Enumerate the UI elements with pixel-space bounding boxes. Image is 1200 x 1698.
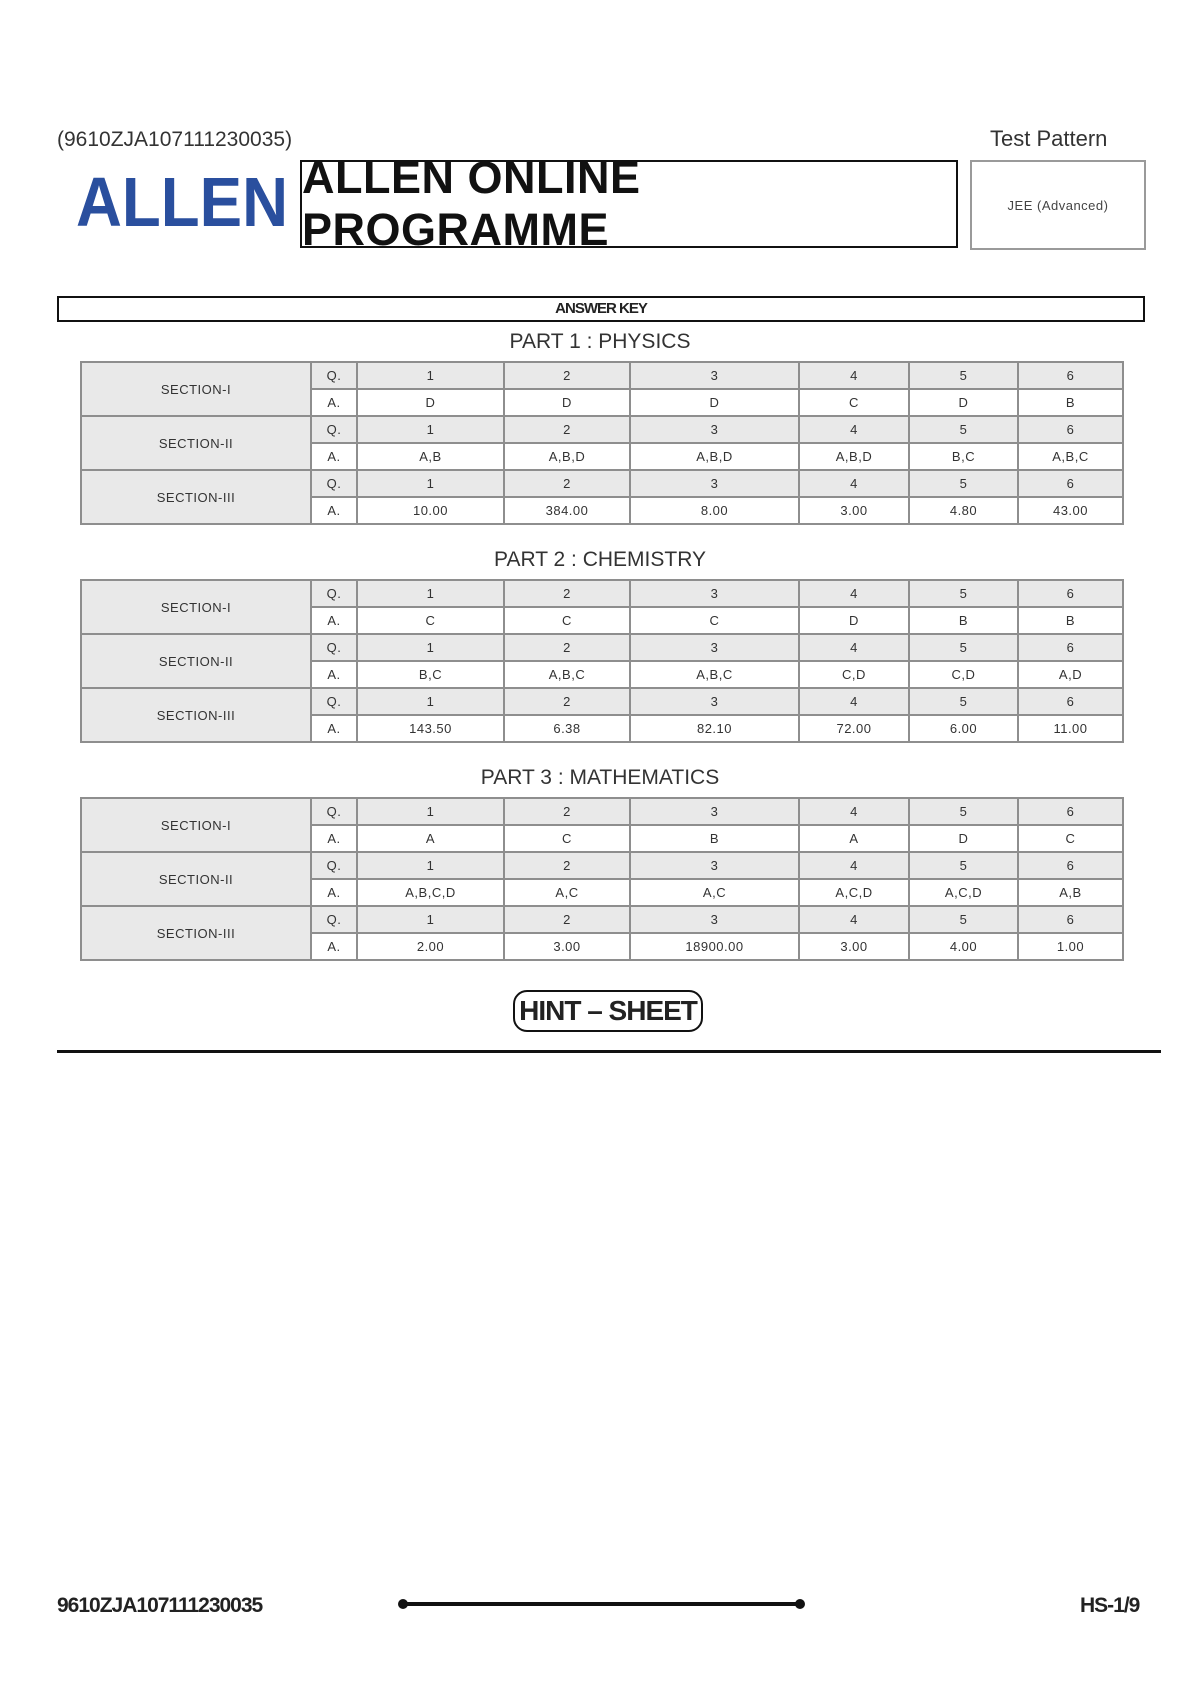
part-title-chemistry: PART 2 : CHEMISTRY (494, 548, 706, 571)
answer-label: A. (311, 443, 357, 470)
answer-table-mathematics (80, 797, 1124, 961)
question-number: 6 (1018, 798, 1123, 825)
question-label: Q. (311, 852, 357, 879)
answer-value: C (504, 825, 630, 852)
answer-value: C,D (909, 661, 1018, 688)
question-number: 6 (1018, 416, 1123, 443)
question-label: Q. (311, 688, 357, 715)
answer-value: A,B (357, 443, 504, 470)
exam-type-box: JEE (Advanced) (970, 160, 1146, 250)
answer-value: B (1018, 607, 1123, 634)
answer-value: B,C (357, 661, 504, 688)
answer-value: A,B,D (799, 443, 909, 470)
question-number: 2 (504, 416, 630, 443)
question-number: 2 (504, 634, 630, 661)
question-number: 6 (1018, 852, 1123, 879)
footer-line-dot-left (398, 1599, 408, 1609)
footer-line (400, 1602, 800, 1606)
answer-value: 3.00 (504, 933, 630, 960)
answer-value: A,B,D (504, 443, 630, 470)
answer-value: 82.10 (630, 715, 799, 742)
section-label: SECTION-II (81, 416, 311, 470)
question-number: 5 (909, 416, 1018, 443)
answer-table-chemistry (80, 579, 1124, 743)
hint-sheet-label: HINT – SHEET (513, 990, 703, 1032)
question-row (81, 416, 1123, 443)
answer-value: A,B,D (630, 443, 799, 470)
answer-value: 43.00 (1018, 497, 1123, 524)
section-label: SECTION-I (81, 798, 311, 852)
answer-value: 6.38 (504, 715, 630, 742)
answer-value: 384.00 (504, 497, 630, 524)
question-number: 4 (799, 798, 909, 825)
question-number: 3 (630, 798, 799, 825)
question-row (81, 580, 1123, 607)
answer-value: B (909, 607, 1018, 634)
answer-value: C (630, 607, 799, 634)
question-number: 3 (630, 688, 799, 715)
question-number: 5 (909, 580, 1018, 607)
answer-value: 143.50 (357, 715, 504, 742)
part-title-physics: PART 1 : PHYSICS (509, 330, 691, 353)
answer-label: A. (311, 933, 357, 960)
answer-value: C (799, 389, 909, 416)
answer-value: C (357, 607, 504, 634)
question-number: 1 (357, 852, 504, 879)
answer-label: A. (311, 389, 357, 416)
question-number: 6 (1018, 580, 1123, 607)
question-number: 2 (504, 688, 630, 715)
question-number: 5 (909, 362, 1018, 389)
question-row (81, 688, 1123, 715)
answer-label: A. (311, 497, 357, 524)
question-number: 6 (1018, 634, 1123, 661)
answer-label: A. (311, 825, 357, 852)
question-row (81, 470, 1123, 497)
question-number: 1 (357, 688, 504, 715)
question-number: 6 (1018, 362, 1123, 389)
question-number: 1 (357, 798, 504, 825)
question-number: 2 (504, 580, 630, 607)
question-number: 3 (630, 580, 799, 607)
answer-value: A,B,C (1018, 443, 1123, 470)
question-number: 2 (504, 906, 630, 933)
answer-table-physics (80, 361, 1124, 525)
answer-value: 8.00 (630, 497, 799, 524)
question-number: 4 (799, 906, 909, 933)
question-number: 1 (357, 362, 504, 389)
question-number: 5 (909, 634, 1018, 661)
section-label: SECTION-III (81, 688, 311, 742)
question-label: Q. (311, 416, 357, 443)
question-number: 3 (630, 906, 799, 933)
question-number: 5 (909, 688, 1018, 715)
question-number: 2 (504, 470, 630, 497)
answer-label: A. (311, 607, 357, 634)
answer-value: D (799, 607, 909, 634)
answer-value: 4.00 (909, 933, 1018, 960)
answer-value: B (1018, 389, 1123, 416)
question-number: 6 (1018, 906, 1123, 933)
question-number: 1 (357, 416, 504, 443)
question-number: 3 (630, 634, 799, 661)
question-label: Q. (311, 798, 357, 825)
question-number: 1 (357, 470, 504, 497)
section-label: SECTION-I (81, 580, 311, 634)
question-number: 4 (799, 580, 909, 607)
footer-line-dot-right (795, 1599, 805, 1609)
answer-key-heading: ANSWER KEY (57, 296, 1145, 322)
question-number: 3 (630, 852, 799, 879)
part-title-mathematics: PART 3 : MATHEMATICS (480, 766, 720, 789)
answer-value: D (357, 389, 504, 416)
section-label: SECTION-I (81, 362, 311, 416)
answer-value: D (630, 389, 799, 416)
answer-label: A. (311, 661, 357, 688)
section-label: SECTION-II (81, 634, 311, 688)
question-number: 1 (357, 580, 504, 607)
answer-label: A. (311, 715, 357, 742)
answer-value: C (1018, 825, 1123, 852)
question-label: Q. (311, 580, 357, 607)
answer-value: A,B,C (504, 661, 630, 688)
question-number: 4 (799, 852, 909, 879)
answer-value: D (909, 389, 1018, 416)
question-label: Q. (311, 906, 357, 933)
answer-value: D (504, 389, 630, 416)
answer-value: A,C,D (799, 879, 909, 906)
programme-title: ALLEN ONLINE PROGRAMME (300, 160, 958, 248)
question-number: 5 (909, 852, 1018, 879)
answer-value: A,B,C (630, 661, 799, 688)
logo-wordmark: ALLEN (76, 168, 288, 232)
question-number: 4 (799, 416, 909, 443)
question-row (81, 852, 1123, 879)
question-number: 1 (357, 634, 504, 661)
question-number: 5 (909, 798, 1018, 825)
footer-document-code: 9610ZJA107111230035 (57, 1594, 263, 1617)
question-number: 2 (504, 798, 630, 825)
answer-value: 4.80 (909, 497, 1018, 524)
answer-value: A,B,C,D (357, 879, 504, 906)
answer-value: 3.00 (799, 933, 909, 960)
section-label: SECTION-III (81, 470, 311, 524)
question-row (81, 906, 1123, 933)
answer-value: A,C,D (909, 879, 1018, 906)
answer-value: D (909, 825, 1018, 852)
question-number: 6 (1018, 470, 1123, 497)
question-row (81, 798, 1123, 825)
question-number: 3 (630, 416, 799, 443)
document-code: (9610ZJA107111230035) (57, 128, 293, 151)
question-number: 5 (909, 906, 1018, 933)
question-number: 2 (504, 852, 630, 879)
question-number: 4 (799, 688, 909, 715)
question-number: 2 (504, 362, 630, 389)
answer-value: B (630, 825, 799, 852)
question-number: 6 (1018, 688, 1123, 715)
answer-value: B,C (909, 443, 1018, 470)
question-row (81, 362, 1123, 389)
answer-value: C,D (799, 661, 909, 688)
question-label: Q. (311, 362, 357, 389)
section-label: SECTION-III (81, 906, 311, 960)
answer-value: 3.00 (799, 497, 909, 524)
answer-value: C (504, 607, 630, 634)
question-number: 4 (799, 634, 909, 661)
question-number: 5 (909, 470, 1018, 497)
answer-value: A,C (630, 879, 799, 906)
test-pattern-label: Test Pattern (990, 126, 1108, 151)
question-label: Q. (311, 634, 357, 661)
answer-label: A. (311, 879, 357, 906)
question-label: Q. (311, 470, 357, 497)
answer-value: 1.00 (1018, 933, 1123, 960)
answer-value: 6.00 (909, 715, 1018, 742)
question-number: 1 (357, 906, 504, 933)
answer-value: A,B (1018, 879, 1123, 906)
allen-logo (74, 168, 290, 232)
question-number: 4 (799, 362, 909, 389)
footer-page-number: HS-1/9 (1080, 1594, 1140, 1617)
answer-value: A (799, 825, 909, 852)
answer-value: 2.00 (357, 933, 504, 960)
section-label: SECTION-II (81, 852, 311, 906)
question-number: 4 (799, 470, 909, 497)
answer-value: 10.00 (357, 497, 504, 524)
question-number: 3 (630, 362, 799, 389)
answer-value: 72.00 (799, 715, 909, 742)
divider-rule (57, 1050, 1161, 1053)
question-row (81, 634, 1123, 661)
answer-value: A,D (1018, 661, 1123, 688)
answer-value: 11.00 (1018, 715, 1123, 742)
answer-value: A (357, 825, 504, 852)
answer-value: A,C (504, 879, 630, 906)
answer-value: 18900.00 (630, 933, 799, 960)
question-number: 3 (630, 470, 799, 497)
